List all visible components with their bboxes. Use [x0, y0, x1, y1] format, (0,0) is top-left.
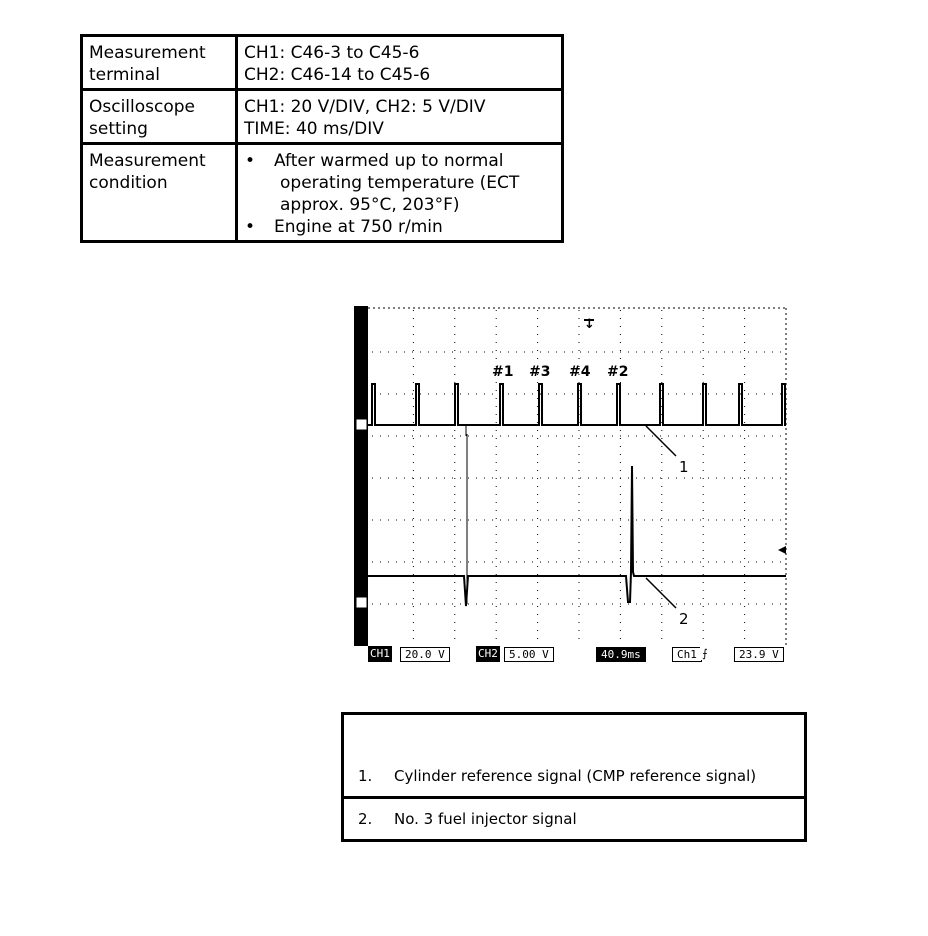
- cylinder-label: #4: [569, 364, 591, 380]
- spec-label-line: terminal: [89, 65, 161, 85]
- spec-label-condition: [82, 144, 237, 242]
- condition-line: • After warmed up to normal: [274, 151, 504, 171]
- legend-text: No. 3 fuel injector signal: [394, 810, 577, 828]
- graticule: [372, 310, 786, 646]
- time-scale-value: 40.9ms: [596, 647, 646, 662]
- oscilloscope-display: [354, 306, 788, 662]
- spec-value-oscilloscope: [237, 90, 563, 144]
- spec-row-terminal: [82, 36, 563, 90]
- cylinder-label: #3: [529, 364, 551, 380]
- spec-value-line: CH1: 20 V/DIV, CH2: 5 V/DIV: [244, 97, 486, 117]
- spec-label-line: Measurement: [89, 43, 206, 63]
- trigger-level-icon: [778, 546, 786, 554]
- trace-legend: [341, 712, 807, 842]
- rising-edge-icon: ⨍: [702, 647, 708, 660]
- condition-bullet-item: [244, 216, 555, 238]
- spec-value-condition: [237, 144, 563, 242]
- spec-row-oscilloscope: [82, 90, 563, 144]
- condition-line: • Engine at 750 r/min: [274, 217, 443, 237]
- ch1-tag: CH1: [370, 647, 390, 660]
- cylinder-label: #2: [607, 364, 629, 380]
- condition-bullet-item: [244, 150, 555, 216]
- callout-leader-1: [646, 426, 676, 456]
- trigger-position-icon: ↓: [584, 317, 595, 332]
- legend-divider: [344, 796, 804, 799]
- legend-text: Cylinder reference signal (CMP reference signal): [394, 767, 757, 785]
- spec-row-condition: [82, 144, 563, 242]
- ch2-ground-marker: [356, 597, 367, 608]
- spec-label-oscilloscope: [82, 90, 237, 144]
- condition-line: operating temperature (ECT: [280, 173, 520, 193]
- screen-left-bezel: [354, 306, 368, 646]
- condition-line: approx. 95°C, 203°F): [280, 195, 460, 215]
- ch2-tag: CH2: [478, 647, 498, 660]
- oscilloscope-screen: [354, 306, 788, 646]
- spec-value-line: CH1: C46-3 to C45-6: [244, 43, 420, 63]
- cylinder-label: #1: [492, 364, 514, 380]
- legend-number: 1.: [358, 767, 373, 785]
- ch1-scale-value: 20.0 V: [400, 647, 450, 662]
- spec-value-line: CH2: C46-14 to C45-6: [244, 65, 431, 85]
- spec-label-line: Oscilloscope: [89, 97, 196, 117]
- trigger-level-value: 23.9 V: [734, 647, 784, 662]
- scope-status-bar: [354, 646, 788, 662]
- ch1-ground-marker: [356, 419, 367, 430]
- callout-number-2: 2: [679, 610, 689, 628]
- ch1-trace-cylinder-reference: [368, 384, 786, 425]
- ch2-trace-injector: [368, 466, 786, 606]
- measurement-spec-table: [80, 34, 564, 243]
- spec-label-line: Measurement: [89, 151, 206, 171]
- ch2-scale-value: 5.00 V: [504, 647, 554, 662]
- legend-number: 2.: [358, 810, 373, 828]
- legend-item: [344, 767, 804, 797]
- spec-label-terminal: [82, 36, 237, 90]
- spec-value-line: TIME: 40 ms/DIV: [244, 119, 384, 139]
- callout-number-1: 1: [679, 458, 689, 476]
- spec-value-terminal: [237, 36, 563, 90]
- legend-item: [344, 810, 804, 834]
- condition-bullet-list: [244, 150, 555, 238]
- spec-label-line: condition: [89, 173, 168, 193]
- spec-label-line: setting: [89, 119, 148, 139]
- trigger-source: Ch1: [672, 647, 702, 662]
